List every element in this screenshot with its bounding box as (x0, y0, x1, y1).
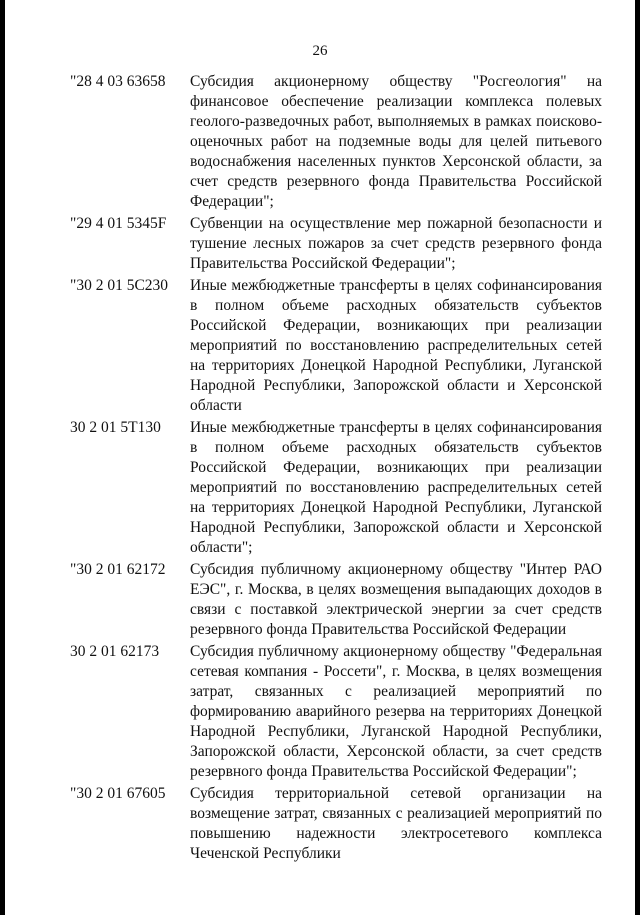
list-item (70, 560, 610, 640)
page-number: 26 (312, 43, 328, 59)
list-item (70, 642, 610, 782)
list-item (70, 276, 610, 416)
budget-code: "28 4 03 63658 (70, 73, 166, 90)
budget-code: 30 2 01 62173 (70, 643, 160, 660)
scan-right-edge (635, 0, 640, 915)
list-item (70, 418, 610, 558)
budget-description: Субсидия публичному акционерному обществу "Федеральная сетевая компания - Россети", г. Москва, в целях возмещения затрат, связанных с реализацией мероприятий по формированию аварийного резерва на территориях Донецкой Народной Республики, Луганской Народной Республики, Запорожской области, Херсонской области, за счет средств резервного фонда Правительства Российской Федерации"; (190, 643, 602, 780)
budget-description: Иные межбюджетные трансферты в целях софинансирования в полном объеме расходных обязательств субъектов Российской Федерации, возникающих при реализации мероприятий по восстановлению распределительных сетей на территориях Донецкой Народной Республики, Луганской Народной Республики, Запорожской области и Херсонской области"; (190, 419, 602, 556)
budget-code: "30 2 01 62172 (70, 561, 166, 578)
list-item (70, 214, 610, 274)
budget-code: 30 2 01 5Т130 (70, 419, 161, 436)
budget-description: Субвенции на осуществление мер пожарной безопасности и тушение лесных пожаров за счет средств резервного фонда Правительства Российской Федерации"; (190, 215, 602, 272)
list-item (70, 72, 610, 212)
budget-description: Субсидия публичному акционерному обществу "Интер РАО ЕЭС", г. Москва, в целях возмещения выпадающих доходов в связи с поставкой электрической энергии за счет средств резервного фонда Правительства Российской Федерации (190, 561, 602, 638)
budget-code: "30 2 01 5С230 (70, 277, 169, 294)
budget-code: "29 4 01 5345F (70, 215, 167, 232)
budget-code: "30 2 01 67605 (70, 785, 166, 802)
budget-code-list (70, 72, 610, 866)
budget-description: Субсидия территориальной сетевой организации на возмещение затрат, связанных с реализацией мероприятий по повышению надежности электросетевого комплекса Чеченской Республики (190, 785, 602, 862)
budget-description: Субсидия акционерному обществу "Росгеология" на финансовое обеспечение реализации комплекса полевых геолого-разведочных работ, выполняемых в рамках поисково-оценочных работ на подземные воды для целей питьевого водоснабжения населенных пунктов Херсонской области, за счет средств резервного фонда Правительства Российской Федерации"; (190, 73, 602, 210)
list-item (70, 784, 610, 864)
budget-description: Иные межбюджетные трансферты в целях софинансирования в полном объеме расходных обязательств субъектов Российской Федерации, возникающих при реализации мероприятий по восстановлению распределительных сетей на территориях Донецкой Народной Республики, Луганской Народной Республики, Запорожской области и Херсонской области (190, 277, 602, 414)
scan-left-edge (0, 0, 5, 915)
